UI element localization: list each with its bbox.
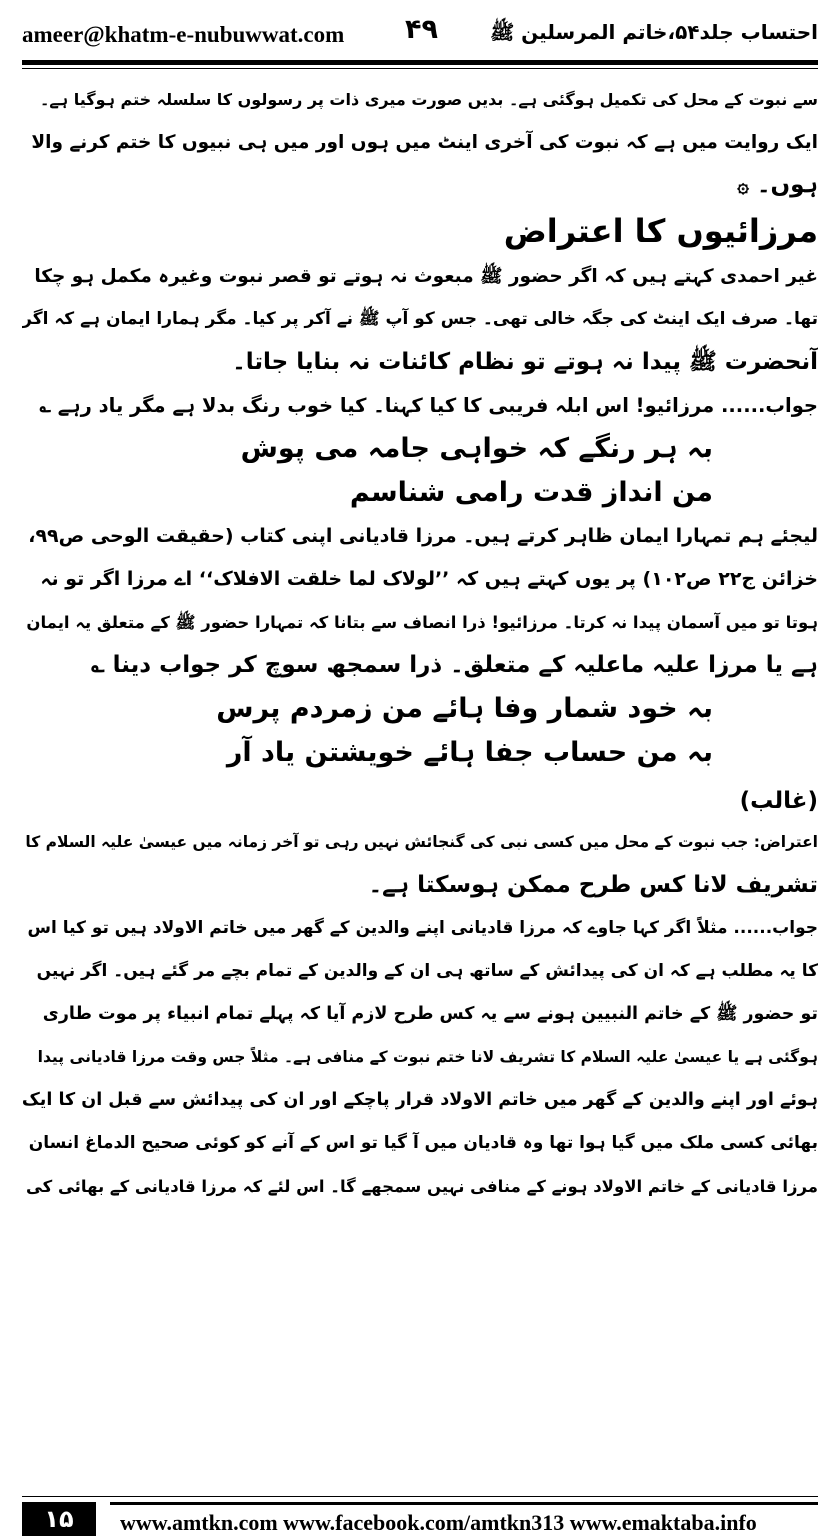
text-line: ہوئے اور اپنے والدین کے گھر میں خاتم الاولاد قرار پاچکے اور ان کی پیدائش سے قبل ان کا ایک bbox=[22, 1090, 818, 1110]
text-line: مرزا قادیانی کے خاتم الاولاد ہونے کے منافی نہیں سمجھے گا۔ اس لئے کہ مرزا قادیانی کے بھائی کی bbox=[25, 1177, 818, 1196]
text-line: خزائن ج۲۲ ص۱۰۲) پر یوں کہتے ہیں کہ ’’لولاک لما خلقت الافلاک‘‘ اے مرزا اگر تو نہ bbox=[40, 568, 818, 590]
section-heading: مرزائیوں کا اعتراض bbox=[503, 212, 818, 250]
footer-rule bbox=[22, 1496, 818, 1497]
verse-line: بہ خود شمار وفا ہائے من زمردم پرس bbox=[216, 693, 713, 724]
header-email: ameer@khatm-e-nubuwwat.com bbox=[22, 22, 345, 47]
verse-attribution: (غالب) bbox=[739, 788, 818, 814]
text-line: لیجئے ہم تمہارا ایمان ظاہر کرتے ہیں۔ مرزا قادیانی اپنی کتاب (حقیقت الوحی ص۹۹، bbox=[28, 525, 818, 547]
text-line: جواب...... مرزائیو! اس ابلہ فریبی کا کیا کہنا۔ کیا خوب رنگ بدلا ہے مگر یاد رہے ؎ bbox=[39, 394, 818, 417]
text-line bbox=[22, 164, 818, 207]
text-line: تشریف لانا کس طرح ممکن ہوسکتا ہے۔ bbox=[368, 872, 818, 898]
text-line: ہوگئی ہے یا عیسیٰ علیہ السلام کا تشریف لانا ختم نبوت کے منافی ہے۔ مثلاً جس وقت مرزا قادیانی پیدا bbox=[37, 1048, 818, 1066]
running-title: احتساب جلد۵۴،خاتم المرسلین ﷺ bbox=[490, 20, 818, 44]
flower-ornament-icon: ۞ bbox=[737, 173, 749, 197]
text-line: تو حضور ﷺ کے خاتم النبیین ہونے سے یہ کس طرح لازم آیا کہ پہلے تمام انبیاء پر موت طاری bbox=[42, 1004, 818, 1024]
text-line: جواب...... مثلاً اگر کہا جاوے کہ مرزا قادیانی اپنے والدین کے گھر میں خاتم الاولاد ہیں تو کیا اس bbox=[27, 918, 818, 938]
text-line: آنحضرت ﷺ پیدا نہ ہوتے تو نظام کائنات نہ بنایا جاتا۔ bbox=[232, 349, 818, 375]
text-line: ہوتا تو میں آسمان پیدا نہ کرتا۔ مرزائیو! ذرا انصاف سے بتانا کہ تمہارا حضور ﷺ کے متعلق یہ ایمان bbox=[26, 613, 818, 632]
folio-badge: ۱۵ bbox=[22, 1502, 96, 1536]
verse-line: من انداز قدت رامی شناسم bbox=[349, 477, 713, 508]
page-footer bbox=[0, 1496, 840, 1540]
header-rule-thick bbox=[22, 60, 818, 65]
page-header bbox=[0, 0, 840, 60]
verse-line: بہ ہر رنگے کہ خواہی جامہ می پوش bbox=[240, 433, 713, 464]
page-body bbox=[22, 78, 818, 1496]
footer-rule-thick bbox=[110, 1502, 818, 1505]
text-line: سے نبوت کے محل کی تکمیل ہوگئی ہے۔ بدیں صورت میری ذات پر رسولوں کا سلسلہ ختم ہوگیا ہے۔ bbox=[40, 90, 818, 109]
text-line: ہے یا مرزا علیہ ماعلیہ کے متعلق۔ ذرا سمجھ سوچ کر جواب دینا ؎ bbox=[91, 652, 818, 678]
footer-urls: www.amtkn.com www.facebook.com/amtkn313 www.emaktaba.info bbox=[120, 1510, 757, 1535]
text-line: اعتراض: جب نبوت کے محل میں کسی نبی کی گنجائش نہیں رہی تو آخر زمانہ میں عیسیٰ علیہ السلام کا bbox=[25, 833, 818, 851]
text-line: تھا۔ صرف ایک اینٹ کی جگہ خالی تھی۔ جس کو آپ ﷺ نے آکر پر کیا۔ مگر ہمارا ایمان ہے کہ اگر bbox=[22, 309, 818, 329]
header-rule-thin bbox=[22, 68, 818, 69]
verse-line: بہ من حساب جفا ہائے خویشتن یاد آر bbox=[226, 737, 713, 768]
text-fragment: ہوں۔ bbox=[756, 172, 818, 198]
page-number: ۴۹ bbox=[405, 14, 438, 45]
text-line: ایک روایت میں ہے کہ نبوت کی آخری اینٹ میں ہوں اور میں ہی نبیوں کا ختم کرنے والا bbox=[31, 132, 818, 153]
text-line: کا یہ مطلب ہے کہ ان کی پیدائش کے ساتھ ہی ان کے والدین کے تمام بچے مر گئے ہیں۔ اگر نہیں bbox=[36, 961, 818, 981]
text-line: غیر احمدی کہتے ہیں کہ اگر حضور ﷺ مبعوث نہ ہوتے تو قصر نبوت وغیرہ مکمل ہو چکا bbox=[34, 266, 818, 287]
text-line: بھائی کسی ملک میں گیا ہوا تھا وہ قادیان میں آ گیا تو اس کے آنے کو کوئی صحیح الدماغ انسان bbox=[28, 1133, 818, 1153]
